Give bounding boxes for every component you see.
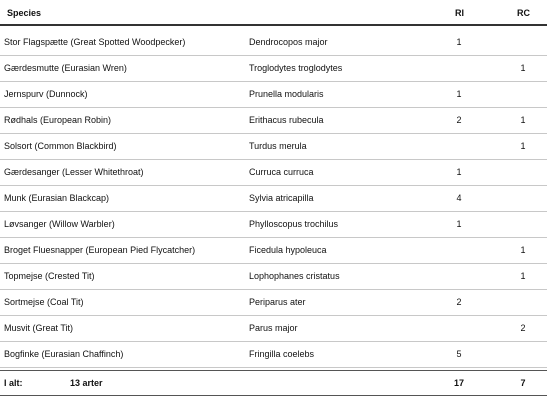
table-row <box>0 316 547 342</box>
ri-value: 1 <box>456 219 462 229</box>
rc-value: 1 <box>520 271 526 281</box>
species-common-name: Jernspurv (Dunnock) <box>4 89 88 99</box>
ri-value: 4 <box>456 193 462 203</box>
species-common-name: Munk (Eurasian Blackcap) <box>4 193 110 203</box>
species-latin-name: Periparus ater <box>249 297 306 307</box>
species-latin-name: Erithacus rubecula <box>249 115 324 125</box>
species-common-name: Solsort (Common Blackbird) <box>4 141 117 151</box>
header-rc: RC <box>517 8 530 18</box>
species-latin-name: Curruca curruca <box>249 167 314 177</box>
table-row <box>0 108 547 134</box>
table-header <box>0 0 547 26</box>
ri-value: 2 <box>456 115 462 125</box>
species-common-name: Sortmejse (Coal Tit) <box>4 297 84 307</box>
total-rc: 7 <box>520 378 526 388</box>
species-common-name: Broget Fluesnapper (European Pied Flycatcher) <box>4 245 196 255</box>
species-latin-name: Turdus merula <box>249 141 307 151</box>
ri-value: 2 <box>456 297 462 307</box>
species-latin-name: Phylloscopus trochilus <box>249 219 339 229</box>
species-latin-name: Troglodytes troglodytes <box>249 63 343 73</box>
species-latin-name: Fringilla coelebs <box>249 349 315 359</box>
total-row <box>0 370 547 396</box>
table-row <box>0 134 547 160</box>
species-common-name: Stor Flagspætte (Great Spotted Woodpecker) <box>4 37 186 47</box>
table-row <box>0 30 547 56</box>
ri-value: 1 <box>456 37 462 47</box>
table-row <box>0 238 547 264</box>
species-latin-name: Ficedula hypoleuca <box>249 245 327 255</box>
table-row <box>0 342 547 368</box>
table-row <box>0 82 547 108</box>
total-species-count: 13 arter <box>70 378 103 388</box>
rc-value: 2 <box>520 323 526 333</box>
rc-value: 1 <box>520 115 526 125</box>
header-ri: RI <box>455 8 464 18</box>
species-latin-name: Sylvia atricapilla <box>249 193 314 203</box>
species-latin-name: Dendrocopos major <box>249 37 328 47</box>
rc-value: 1 <box>520 63 526 73</box>
table-row <box>0 160 547 186</box>
species-common-name: Musvit (Great Tit) <box>4 323 74 333</box>
table-row <box>0 264 547 290</box>
species-common-name: Topmejse (Crested Tit) <box>4 271 95 281</box>
table-row <box>0 186 547 212</box>
ri-value: 1 <box>456 167 462 177</box>
species-common-name: Gærdesmutte (Eurasian Wren) <box>4 63 127 73</box>
species-common-name: Gærdesanger (Lesser Whitethroat) <box>4 167 144 177</box>
ri-value: 5 <box>456 349 462 359</box>
species-latin-name: Lophophanes cristatus <box>249 271 340 281</box>
total-ri: 17 <box>453 378 464 388</box>
species-common-name: Rødhals (European Robin) <box>4 115 112 125</box>
species-common-name: Bogfinke (Eurasian Chaffinch) <box>4 349 124 359</box>
rc-value: 1 <box>520 141 526 151</box>
species-latin-name: Parus major <box>249 323 298 333</box>
rc-value: 1 <box>520 245 526 255</box>
table-row <box>0 56 547 82</box>
total-label: I alt: <box>4 378 23 388</box>
header-species: Species <box>7 8 42 18</box>
table-row <box>0 212 547 238</box>
species-common-name: Løvsanger (Willow Warbler) <box>4 219 115 229</box>
table-row <box>0 290 547 316</box>
species-latin-name: Prunella modularis <box>249 89 324 99</box>
ri-value: 1 <box>456 89 462 99</box>
